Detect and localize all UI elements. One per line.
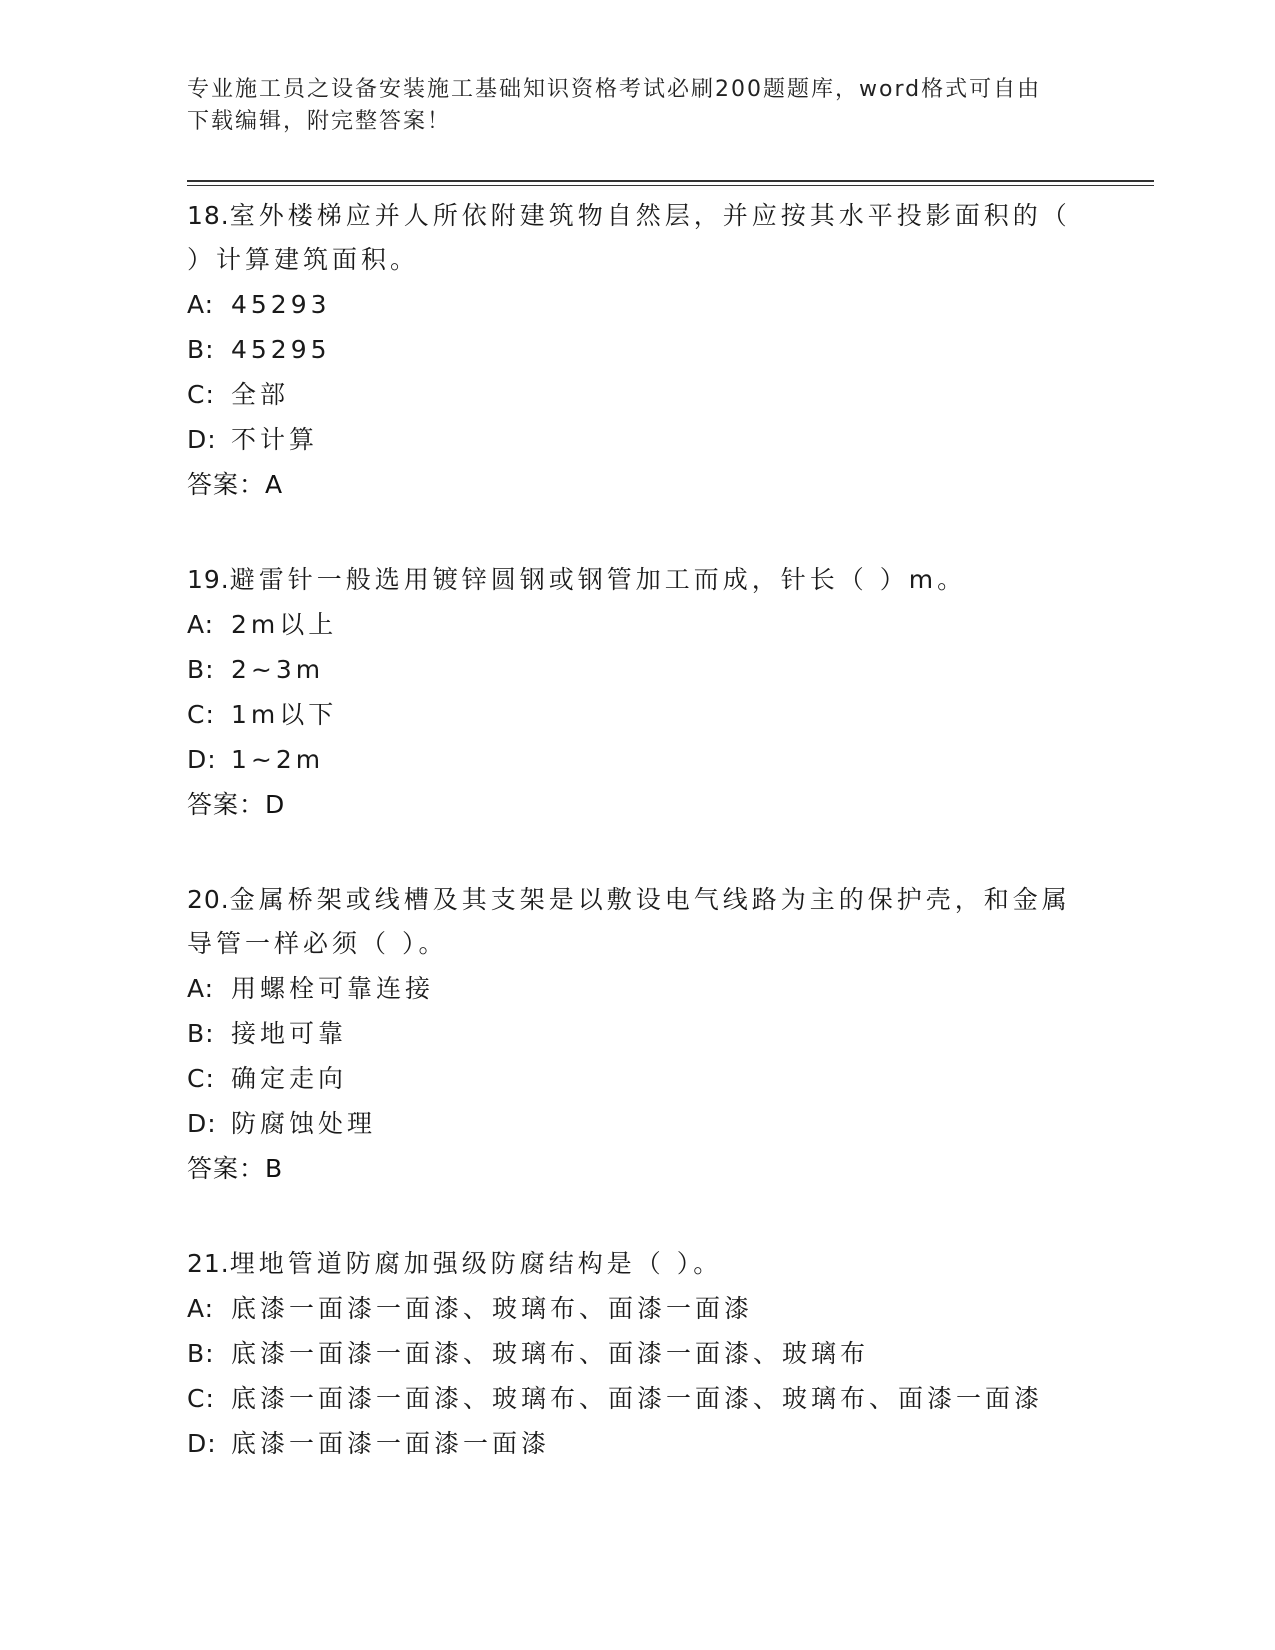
option-a bbox=[187, 282, 1107, 327]
option-key: C: bbox=[187, 700, 215, 729]
header-divider-thick bbox=[187, 180, 1154, 182]
option-text: 用螺栓可靠连接 bbox=[231, 974, 435, 1003]
document-header bbox=[187, 74, 1087, 138]
option-d bbox=[187, 1421, 1107, 1466]
option-text: 接地可靠 bbox=[231, 1019, 348, 1048]
option-key: A: bbox=[187, 290, 215, 319]
question-20 bbox=[187, 874, 1107, 1192]
option-key: D: bbox=[187, 1109, 217, 1138]
question-stem-line-1: 室外楼梯应并人所依附建筑物自然层，并应按其水平投影面积的（ bbox=[229, 201, 1071, 230]
option-key: B: bbox=[187, 1339, 215, 1368]
question-stem bbox=[187, 1238, 1107, 1286]
option-key: B: bbox=[187, 655, 215, 684]
question-21 bbox=[187, 1238, 1107, 1466]
option-text: 45293 bbox=[231, 290, 331, 319]
option-key: C: bbox=[187, 1064, 215, 1093]
option-b bbox=[187, 647, 1107, 692]
answer-line: 答案：A bbox=[187, 470, 284, 499]
option-d bbox=[187, 417, 1107, 462]
question-stem bbox=[187, 874, 1107, 966]
question-number: 18. bbox=[187, 201, 230, 230]
option-key: C: bbox=[187, 380, 215, 409]
header-line-2: 下载编辑，附完整答案！ bbox=[187, 109, 452, 134]
question-stem bbox=[187, 190, 1107, 282]
option-text: 不计算 bbox=[231, 425, 319, 454]
option-text: 2~3m bbox=[231, 655, 325, 684]
option-c bbox=[187, 372, 1107, 417]
option-text: 45295 bbox=[231, 335, 331, 364]
option-text: 底漆一面漆一面漆、玻璃布、面漆一面漆 bbox=[231, 1294, 754, 1323]
option-a bbox=[187, 1286, 1107, 1331]
question-stem-line-1: 金属桥架或线槽及其支架是以敷设电气线路为主的保护壳，和金属 bbox=[229, 885, 1071, 914]
option-key: D: bbox=[187, 745, 217, 774]
question-stem-line-1: 埋地管道防腐加强级防腐结构是（ ）。 bbox=[229, 1249, 723, 1278]
answer-line: 答案：D bbox=[187, 790, 286, 819]
question-number: 21. bbox=[187, 1249, 230, 1278]
option-a bbox=[187, 602, 1107, 647]
option-key: B: bbox=[187, 335, 215, 364]
answer-line: 答案：B bbox=[187, 1154, 284, 1183]
question-stem-line-2: 导管一样必须（ ）。 bbox=[187, 929, 448, 958]
option-key: A: bbox=[187, 610, 215, 639]
question-18 bbox=[187, 190, 1107, 508]
option-text: 1m以下 bbox=[231, 700, 338, 729]
option-c bbox=[187, 692, 1107, 737]
option-text: 全部 bbox=[231, 380, 290, 409]
option-key: C: bbox=[187, 1384, 215, 1413]
option-b bbox=[187, 1011, 1107, 1056]
option-c bbox=[187, 1376, 1107, 1421]
header-divider-thin bbox=[187, 185, 1154, 186]
option-text: 防腐蚀处理 bbox=[231, 1109, 377, 1138]
question-number: 19. bbox=[187, 565, 230, 594]
option-key: B: bbox=[187, 1019, 215, 1048]
option-text: 确定走向 bbox=[231, 1064, 348, 1093]
question-stem-line-1: 避雷针一般选用镀锌圆钢或钢管加工而成，针长（ ）m。 bbox=[229, 565, 967, 594]
question-stem bbox=[187, 554, 1107, 602]
header-line-1: 专业施工员之设备安装施工基础知识资格考试必刷200题题库，word格式可自由 bbox=[187, 77, 1042, 102]
option-key: D: bbox=[187, 425, 217, 454]
option-text: 2m以上 bbox=[231, 610, 338, 639]
question-stem-line-2: ）计算建筑面积。 bbox=[187, 245, 420, 274]
option-text: 底漆一面漆一面漆、玻璃布、面漆一面漆、玻璃布、面漆一面漆 bbox=[231, 1384, 1044, 1413]
option-d bbox=[187, 737, 1107, 782]
question-list bbox=[187, 190, 1107, 1512]
option-key: A: bbox=[187, 974, 215, 1003]
option-d bbox=[187, 1101, 1107, 1146]
option-key: D: bbox=[187, 1429, 217, 1458]
option-text: 底漆一面漆一面漆、玻璃布、面漆一面漆、玻璃布 bbox=[231, 1339, 870, 1368]
question-number: 20. bbox=[187, 885, 230, 914]
option-text: 底漆一面漆一面漆一面漆 bbox=[231, 1429, 551, 1458]
option-key: A: bbox=[187, 1294, 215, 1323]
option-b bbox=[187, 1331, 1107, 1376]
option-c bbox=[187, 1056, 1107, 1101]
option-text: 1~2m bbox=[231, 745, 325, 774]
option-a bbox=[187, 966, 1107, 1011]
question-19 bbox=[187, 554, 1107, 828]
option-b bbox=[187, 327, 1107, 372]
